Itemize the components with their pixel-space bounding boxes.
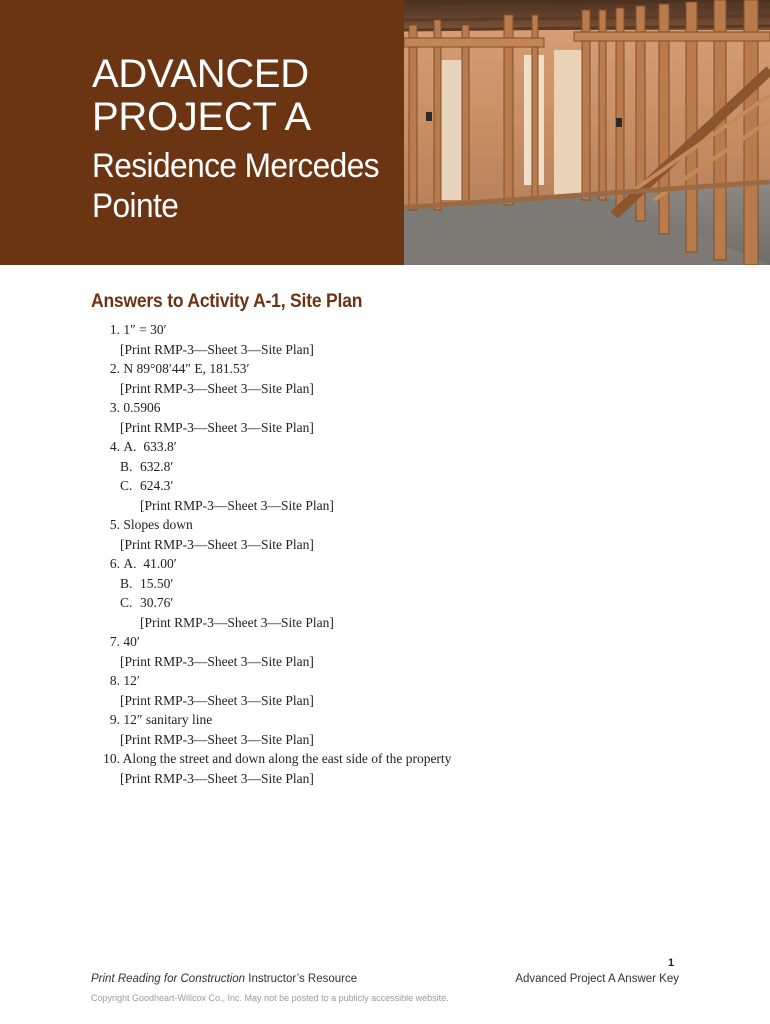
answer-number: 1. (109, 322, 120, 337)
answer-item-4 (92, 437, 692, 515)
sub-answer-text: 632.8′ (140, 458, 174, 474)
answer-text: 40′ (123, 634, 140, 649)
answer-reference: [Print RMP-3—Sheet 3—Site Plan] (120, 731, 314, 747)
sub-answer-text: 41.00′ (143, 556, 177, 571)
answer-reference: [Print RMP-3—Sheet 3—Site Plan] (120, 380, 314, 396)
answer-reference: [Print RMP-3—Sheet 3—Site Plan] (120, 653, 314, 669)
page-title (92, 53, 311, 139)
answer-item-8 (92, 671, 692, 710)
answer-text: Along the street and down along the east side of the property (122, 751, 452, 766)
sub-answer-letter: A. (123, 439, 137, 454)
answer-item-10 (92, 749, 692, 788)
answer-text: 12″ sanitary line (123, 712, 213, 727)
answer-reference: [Print RMP-3—Sheet 3—Site Plan] (120, 419, 314, 435)
title-line-1: ADVANCED (92, 52, 309, 96)
sub-answer-letter: A. (123, 556, 137, 571)
answer-number: 9. (109, 712, 120, 727)
answer-reference: [Print RMP-3—Sheet 3—Site Plan] (120, 341, 314, 357)
answer-number: 10. (103, 751, 120, 766)
answer-number: 7. (109, 634, 120, 649)
sub-answer-letter: C. (120, 478, 133, 493)
answer-number: 2. (109, 361, 120, 376)
title-line-2: PROJECT A (92, 95, 311, 139)
answer-reference: [Print RMP-3—Sheet 3—Site Plan] (120, 770, 314, 786)
answer-item-6 (92, 554, 692, 632)
subtitle-line-1: Residence Mercedes (92, 147, 379, 185)
copyright-notice: Copyright Goodheart-Willcox Co., Inc. May not be posted to a publicly accessible website. (91, 993, 449, 1003)
section-heading: Answers to Activity A-1, Site Plan (91, 291, 363, 312)
answer-reference: [Print RMP-3—Sheet 3—Site Plan] (120, 536, 314, 552)
answer-reference: [Print RMP-3—Sheet 3—Site Plan] (140, 614, 334, 630)
answer-text: 1″ = 30′ (123, 322, 167, 337)
construction-framing-photo (404, 0, 770, 265)
sub-answer-letter: C. (120, 595, 133, 610)
answer-number: 8. (109, 673, 120, 688)
header-banner (0, 0, 770, 265)
title-panel (0, 0, 404, 265)
answer-text: Slopes down (123, 517, 193, 532)
page-number: 1 (668, 957, 675, 969)
sub-answer-letter: B. (120, 458, 133, 474)
page-subtitle (92, 146, 379, 226)
answer-text: 0.5906 (123, 400, 161, 415)
answer-item-5 (92, 515, 692, 554)
answer-item-2 (92, 359, 692, 398)
answer-text: 12′ (123, 673, 140, 688)
answer-number: 6. (109, 556, 120, 571)
sub-answer-letter: B. (120, 575, 133, 591)
answer-number: 4. (109, 439, 120, 454)
footer-book-title (91, 973, 357, 985)
sub-answer-text: 15.50′ (140, 575, 174, 591)
book-title-suffix: Instructor’s Resource (245, 973, 358, 985)
answer-item-7 (92, 632, 692, 671)
answer-item-9 (92, 710, 692, 749)
answer-reference: [Print RMP-3—Sheet 3—Site Plan] (140, 497, 334, 513)
sub-answer-text: 633.8′ (143, 439, 177, 454)
answer-item-3 (92, 398, 692, 437)
subtitle-line-2: Pointe (92, 187, 179, 225)
answer-list (92, 320, 692, 788)
book-title: Print Reading for Construction (91, 973, 246, 985)
answer-reference: [Print RMP-3—Sheet 3—Site Plan] (120, 692, 314, 708)
answer-number: 3. (109, 400, 120, 415)
footer-answer-key: Advanced Project A Answer Key (515, 973, 679, 985)
answer-item-1 (92, 320, 692, 359)
sub-answer-text: 30.76′ (140, 595, 174, 610)
answer-number: 5. (109, 517, 120, 532)
sub-answer-text: 624.3′ (140, 478, 174, 493)
answer-text: N 89°08′44″ E, 181.53′ (123, 361, 250, 376)
